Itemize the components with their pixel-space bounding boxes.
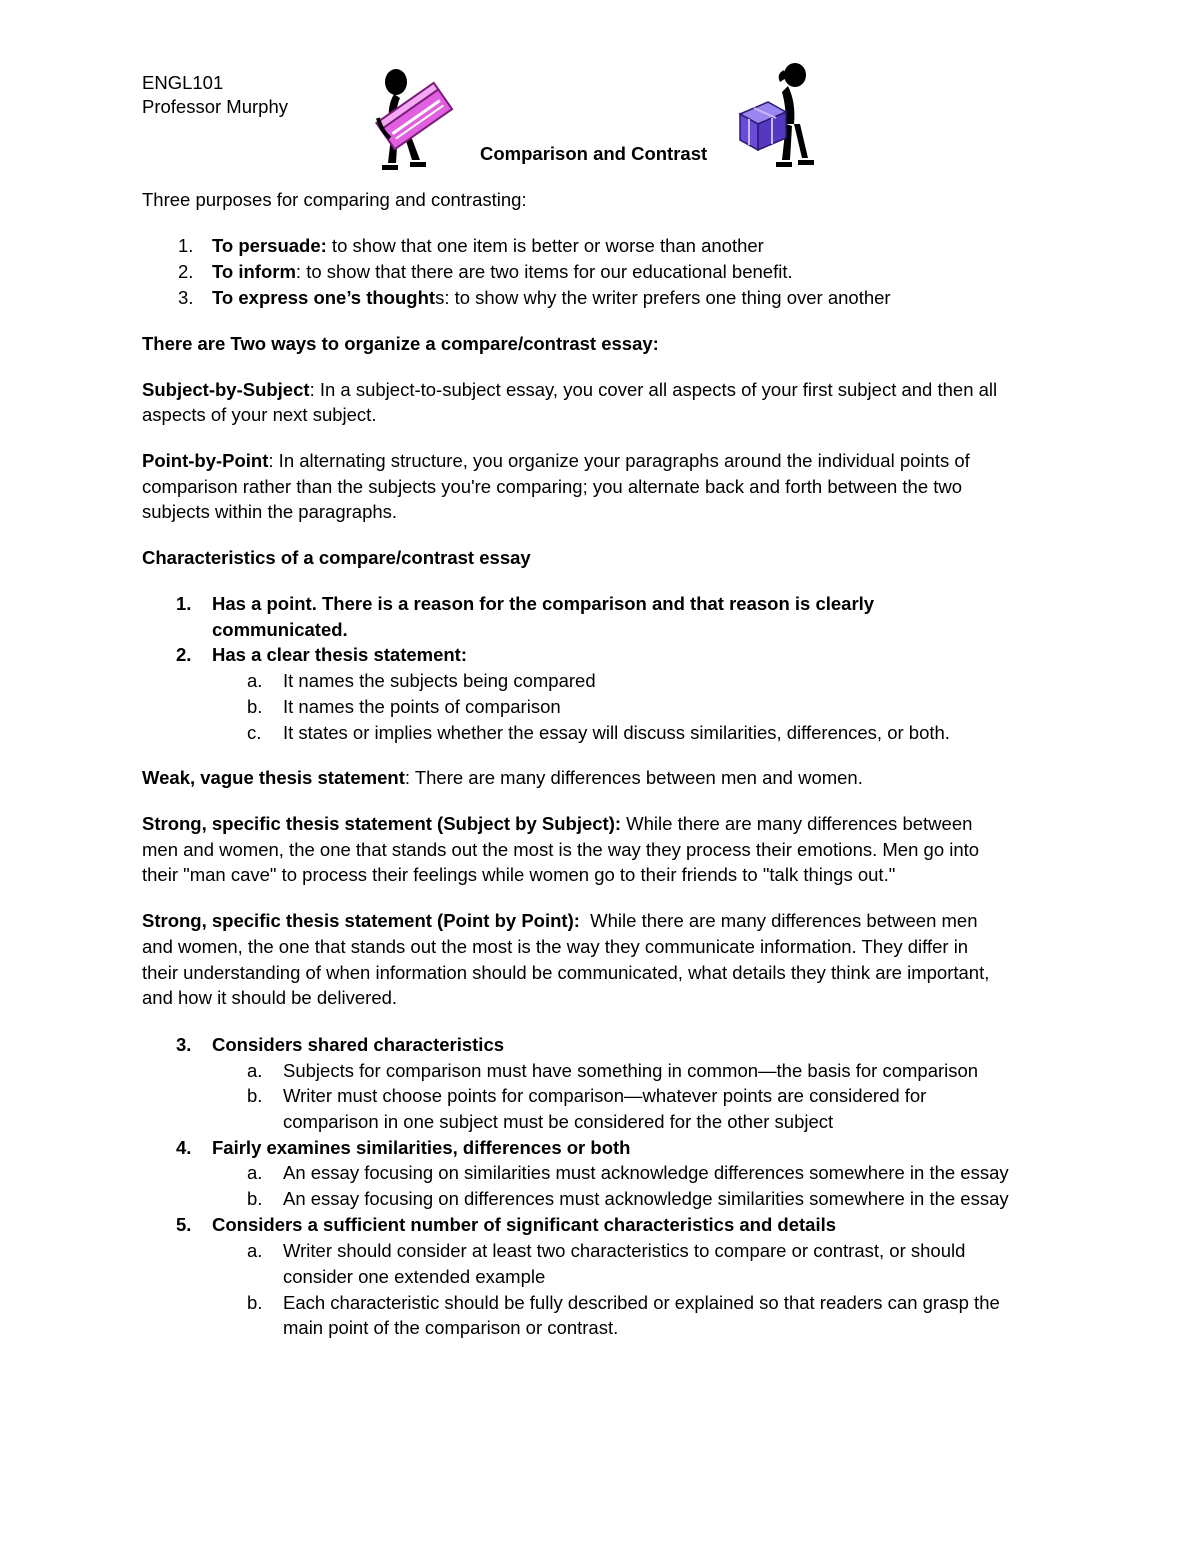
list-item: To express one’s thoughts: to show why the writer prefers one thing over another [212, 287, 891, 308]
course-code: ENGL101 [142, 72, 224, 93]
intro-text: Three purposes for comparing and contrasting: [142, 189, 527, 210]
sublist-item: Writer should consider at least two characteristics to compare or contrast, or should [283, 1240, 966, 1261]
sublist-letter: b. [247, 1292, 263, 1313]
sublist-item-continuation: consider one extended example [283, 1266, 546, 1287]
point-by-point-paragraph: Point-by-Point: In alternating structure, you organize your paragraphs around the individual points of [142, 450, 970, 471]
sublist-item: Each characteristic should be fully described or explained so that readers can grasp the [283, 1292, 1000, 1313]
list-item: To inform: to show that there are two items for our educational benefit. [212, 261, 793, 282]
weak-thesis-example: Weak, vague thesis statement: There are many differences between men and women. [142, 767, 863, 788]
sublist-letter: b. [247, 1188, 263, 1209]
list-number: 2. [178, 261, 194, 282]
sublist-letter: b. [247, 1085, 263, 1106]
subject-by-subject-paragraph: Subject-by-Subject: In a subject-to-subject essay, you cover all aspects of your first subject and then all [142, 379, 998, 400]
figure-carrying-pink-box-icon [368, 68, 463, 178]
strong-thesis-point-example: Strong, specific thesis statement (Point by Point): While there are many differences between men [142, 910, 978, 931]
sublist-item: An essay focusing on differences must acknowledge similarities somewhere in the essay [283, 1188, 1009, 1209]
figure-carrying-purple-box-icon [738, 62, 818, 174]
list-item: Has a point. There is a reason for the comparison and that reason is clearly [212, 593, 875, 614]
paragraph-line: comparison rather than the subjects you're comparing; you alternate back and forth between the two [142, 476, 963, 497]
sublist-letter: a. [247, 1060, 263, 1081]
sublist-item-continuation: comparison in one subject must be considered for the other subject [283, 1111, 834, 1132]
sublist-item: It names the points of comparison [283, 696, 561, 717]
sublist-item: Subjects for comparison must have something in common—the basis for comparison [283, 1060, 979, 1081]
strong-thesis-subject-example: Strong, specific thesis statement (Subject by Subject): While there are many differences between [142, 813, 973, 834]
page-title: Comparison and Contrast [480, 143, 708, 164]
paragraph-line: their understanding of when information should be communicated, what details they think are important, [142, 962, 990, 983]
paragraph-line: and how it should be delivered. [142, 987, 398, 1008]
professor-name: Professor Murphy [142, 96, 288, 117]
sublist-item: Writer must choose points for comparison—whatever points are considered for [283, 1085, 927, 1106]
paragraph-line: subjects within the paragraphs. [142, 501, 398, 522]
list-number: 2. [176, 644, 192, 665]
paragraph-line: their "man cave" to process their feelings while women go to their friends to "talk things out." [142, 864, 896, 885]
sublist-letter: a. [247, 1162, 263, 1183]
list-item-continuation: communicated. [212, 619, 348, 640]
list-item: To persuade: to show that one item is better or worse than another [212, 235, 764, 256]
sublist-item: An essay focusing on similarities must acknowledge differences somewhere in the essay [283, 1162, 1009, 1183]
sublist-letter: c. [247, 722, 262, 743]
paragraph-line: aspects of your next subject. [142, 404, 377, 425]
list-item: Has a clear thesis statement: [212, 644, 468, 665]
list-item: Considers a sufficient number of significant characteristics and details [212, 1214, 837, 1235]
section-heading: There are Two ways to organize a compare/contrast essay: [142, 333, 659, 354]
sublist-letter: b. [247, 696, 263, 717]
sublist-letter: a. [247, 1240, 263, 1261]
sublist-letter: a. [247, 670, 263, 691]
sublist-item: It names the subjects being compared [283, 670, 596, 691]
list-number: 1. [176, 593, 192, 614]
paragraph-line: men and women, the one that stands out the most is the way they process their emotions. Men go into [142, 839, 980, 860]
list-number: 3. [178, 287, 194, 308]
list-number: 5. [176, 1214, 192, 1235]
section-heading: Characteristics of a compare/contrast essay [142, 547, 531, 568]
paragraph-line: and women, the one that stands out the most is the way they communicate information. They differ in [142, 936, 969, 957]
sublist-item: It states or implies whether the essay will discuss similarities, differences, or both. [283, 722, 950, 743]
list-item: Fairly examines similarities, differences or both [212, 1137, 631, 1158]
list-item: Considers shared characteristics [212, 1034, 505, 1055]
list-number: 1. [178, 235, 194, 256]
list-number: 4. [176, 1137, 192, 1158]
sublist-item-continuation: main point of the comparison or contrast. [283, 1317, 619, 1338]
list-number: 3. [176, 1034, 192, 1055]
